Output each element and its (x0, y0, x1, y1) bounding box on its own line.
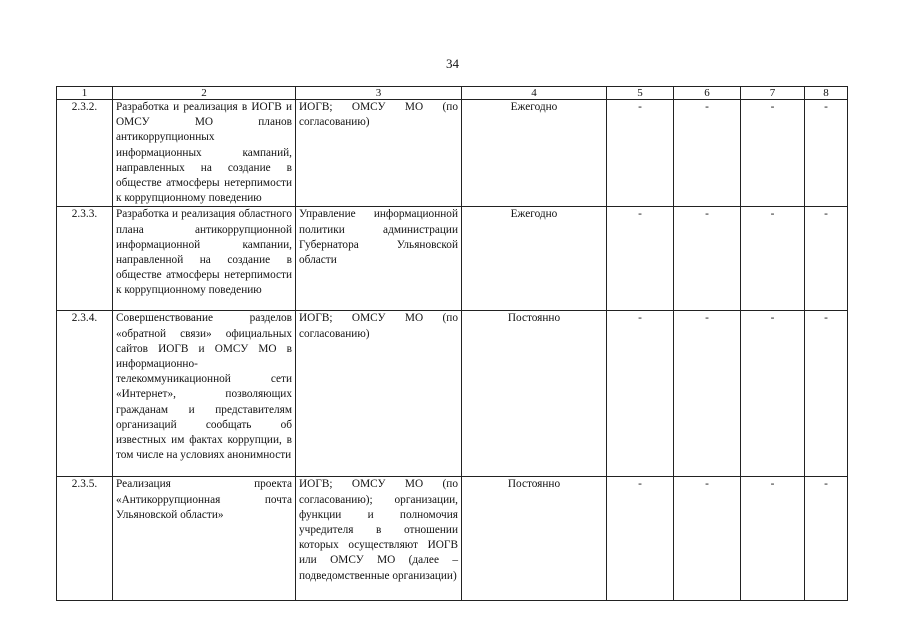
header-cell: 6 (674, 87, 741, 100)
term: Ежегодно (462, 100, 607, 207)
header-cell: 1 (57, 87, 113, 100)
executor: ИОГВ; ОМСУ МО (по согласованию); организации, функции и полномочия учредителя в отношении которых осуществляют ИОГВ или ОМСУ МО (далее – подведомственные организации) (296, 477, 462, 601)
funding-cell: - (741, 477, 805, 601)
funding-cell: - (741, 311, 805, 477)
funding-cell: - (805, 311, 848, 477)
funding-cell: - (805, 100, 848, 207)
funding-cell: - (674, 207, 741, 311)
term: Ежегодно (462, 207, 607, 311)
funding-cell: - (805, 477, 848, 601)
action-description: Разработка и реализация областного плана антикоррупционной информационной кампании, направленной на создание в обществе атмосферы нетерпимости к коррупционному поведению (113, 207, 296, 311)
funding-cell: - (741, 207, 805, 311)
funding-cell: - (741, 100, 805, 207)
header-cell: 8 (805, 87, 848, 100)
funding-cell: - (805, 207, 848, 311)
header-cell: 7 (741, 87, 805, 100)
header-cell: 4 (462, 87, 607, 100)
executor: Управление информационной политики администрации Губернатора Ульяновской области (296, 207, 462, 311)
funding-cell: - (674, 311, 741, 477)
table-row (57, 207, 848, 311)
table-row (57, 100, 848, 207)
action-description: Совершенствование разделов «обратной связи» официальных сайтов ИОГВ и ОМСУ МО в информационно-телекоммуникационной сети «Интернет», позволяющих гражданам и представителям организаций сообщать об известных им фактах коррупции, в том числе на условиях анонимности (113, 311, 296, 477)
action-description: Разработка и реализация в ИОГВ и ОМСУ МО планов антикоррупционных информационных кампаний, направленных на создание в обществе атмосферы нетерпимости к коррупционному поведению (113, 100, 296, 207)
header-row (57, 87, 848, 100)
action-plan-table (56, 86, 848, 601)
header-cell: 5 (607, 87, 674, 100)
funding-cell: - (607, 477, 674, 601)
item-number: 2.3.4. (57, 311, 113, 477)
funding-cell: - (607, 100, 674, 207)
item-number: 2.3.3. (57, 207, 113, 311)
funding-cell: - (607, 207, 674, 311)
table-row (57, 477, 848, 601)
action-description: Реализация проекта «Антикоррупционная почта Ульяновской области» (113, 477, 296, 601)
page-number: 34 (446, 56, 459, 71)
executor: ИОГВ; ОМСУ МО (по согласованию) (296, 311, 462, 477)
item-number: 2.3.2. (57, 100, 113, 207)
term: Постоянно (462, 311, 607, 477)
executor: ИОГВ; ОМСУ МО (по согласованию) (296, 100, 462, 207)
header-cell: 3 (296, 87, 462, 100)
header-cell: 2 (113, 87, 296, 100)
item-number: 2.3.5. (57, 477, 113, 601)
funding-cell: - (607, 311, 674, 477)
funding-cell: - (674, 477, 741, 601)
term: Постоянно (462, 477, 607, 601)
funding-cell: - (674, 100, 741, 207)
table-row (57, 311, 848, 477)
